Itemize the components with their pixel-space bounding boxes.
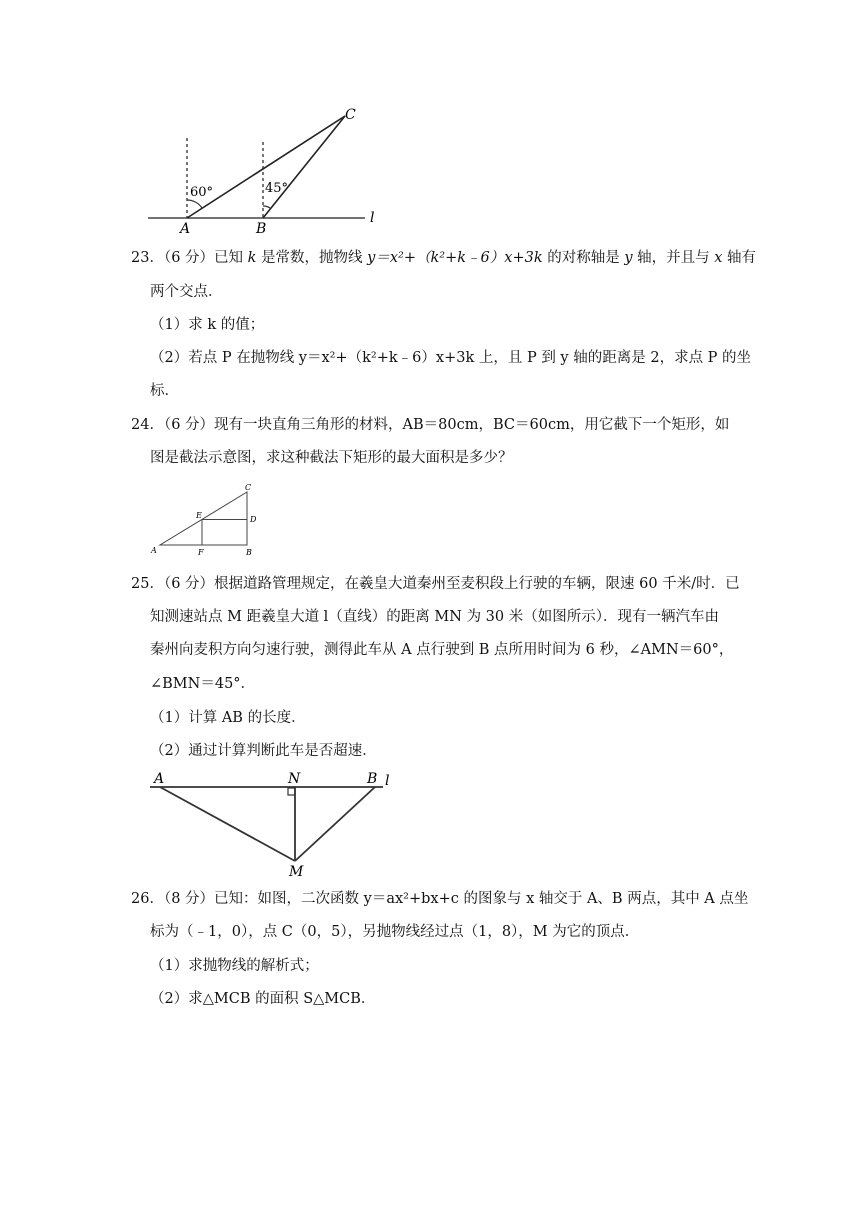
- q23-x: x: [714, 250, 723, 266]
- segment-ac: [187, 116, 345, 218]
- label-b: B: [246, 548, 252, 557]
- figure-angle-diagram: [140, 100, 400, 240]
- label-angle-45: 45°: [265, 181, 289, 196]
- rectangle-efbd: [202, 520, 247, 546]
- figure-speed-camera: [145, 768, 405, 880]
- q23-stem-c: 的对称轴是: [542, 250, 625, 266]
- segment-am: [160, 787, 295, 861]
- angle-arc-a: [187, 200, 202, 208]
- q26-line2: 标为（﹣1，0），点 C（0，5），另抛物线经过点（1，8），M 为它的顶点．: [150, 924, 640, 940]
- q23-stem-d: 轴，并且与: [632, 250, 715, 266]
- q24-line2: 图是截法示意图，求这种截法下矩形的最大面积是多少？: [150, 450, 513, 466]
- label-c: C: [245, 483, 252, 492]
- label-angle-60: 60°: [190, 185, 214, 200]
- q23-part1: （1）求 k 的值；: [150, 317, 265, 333]
- q25-line4: ∠BMN＝45°．: [150, 676, 256, 692]
- q25-part2: （2）通过计算判断此车是否超速．: [150, 743, 377, 759]
- label-n: N: [288, 771, 301, 787]
- label-d: D: [250, 515, 257, 524]
- q26-line1: 26．（8 分）已知：如图，二次函数 y＝ax²+bx+c 的图象与 x 轴交于 A、B 两点，其中 A 点坐: [131, 891, 749, 907]
- segment-bm: [295, 787, 375, 861]
- q24-line1: 24．（6 分）现有一块直角三角形的材料，AB＝80cm，BC＝60cm，用它截下一个矩形，如: [131, 417, 730, 433]
- q25-part1: （1）计算 AB 的长度．: [150, 710, 306, 726]
- q23-formula: y＝x²+（k²+k﹣6）x+3k: [367, 250, 543, 266]
- q26-part1: （1）求抛物线的解析式；: [150, 958, 319, 974]
- label-f: F: [198, 548, 204, 557]
- q23-stem-b: 是常数，抛物线: [256, 250, 368, 266]
- q25-line3: 秦州向麦积方向匀速行驶，测得此车从 A 点行驶到 B 点所用时间为 6 秒，∠AMN＝60°，: [150, 642, 734, 658]
- q23-part2-line2: 标．: [150, 383, 179, 399]
- figure-rectangle-in-triangle: [145, 482, 270, 560]
- label-b: B: [367, 771, 378, 787]
- q23-part2-line1: （2）若点 P 在抛物线 y＝x²+（k²+k﹣6）x+3k 上，且 P 到 y 轴的距离是 2，求点 P 的坐: [150, 350, 752, 366]
- q25-line1: 25．（6 分）根据道路管理规定，在羲皇大道秦州至麦积段上行驶的车辆，限速 60 千米/时．已: [131, 576, 740, 592]
- label-l: l: [370, 210, 375, 226]
- label-l: l: [385, 773, 390, 789]
- triangle-abc: [160, 492, 247, 545]
- label-c: C: [345, 107, 356, 123]
- label-a: A: [180, 221, 191, 237]
- label-e: E: [196, 511, 202, 520]
- q23-k: k: [247, 250, 257, 266]
- label-a: A: [154, 771, 165, 787]
- q23-stem-line2: 两个交点．: [150, 284, 223, 300]
- label-a: A: [151, 546, 157, 555]
- q25-line2: 知测速站点 M 距羲皇大道 l（直线）的距离 MN 为 30 米（如图所示）．现有一辆汽车由: [150, 609, 719, 625]
- label-m: M: [289, 864, 304, 880]
- q26-part2: （2）求△MCB 的面积 S△MCB．: [150, 991, 376, 1007]
- angle-arc-b: [263, 206, 270, 208]
- label-b: B: [256, 221, 267, 237]
- q23-stem-a: 23．（6 分）已知: [131, 250, 248, 266]
- q23-stem-e: 轴有: [722, 250, 757, 266]
- q23-stem-line1: [131, 248, 756, 268]
- segment-bc: [263, 116, 345, 218]
- q23-y: y: [624, 250, 633, 266]
- right-angle-mark: [288, 788, 295, 795]
